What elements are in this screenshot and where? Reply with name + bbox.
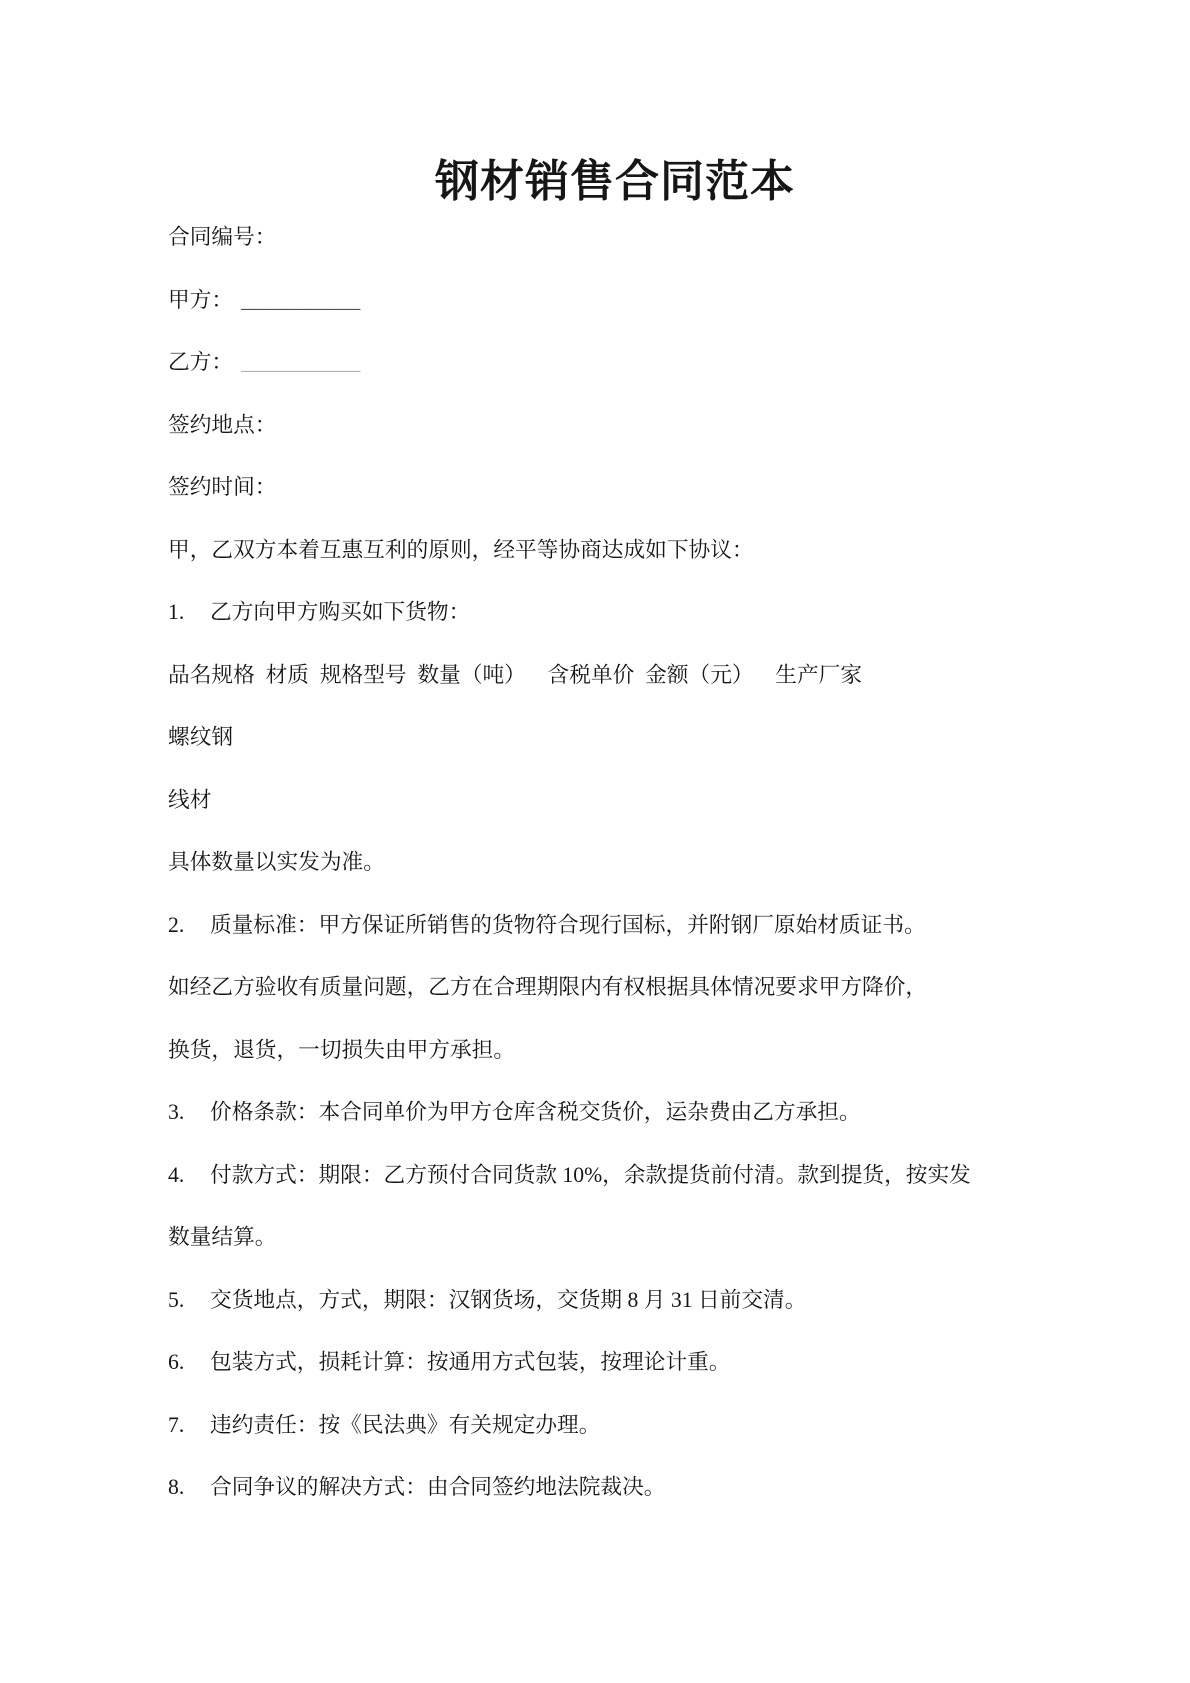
contract-text-line (168, 769, 1150, 832)
line-text: 数量结算。 (168, 1225, 277, 1249)
line-text: 价格条款：本合同单价为甲方仓库含税交货价，运杂费由乙方承担。 (210, 1100, 861, 1124)
contract-text-line (168, 1206, 1150, 1269)
line-text: 合同编号： (168, 225, 277, 249)
contract-clause-line (168, 1144, 1150, 1207)
clause-number: 7. (168, 1412, 185, 1437)
clause-number: 8. (168, 1475, 185, 1499)
line-text: 线材 (168, 787, 212, 812)
line-text: 螺纹钢 (168, 725, 234, 749)
line-text: 违约责任：按《民法典》有关规定办理。 (210, 1412, 601, 1437)
fill-in-blank-line: ___________ (241, 350, 361, 374)
line-text: 质量标准：甲方保证所销售的货物符合现行国标，并附钢厂原始材质证书。 (210, 912, 926, 937)
line-text: 乙方向甲方购买如下货物： (210, 600, 471, 624)
line-text: 乙方： (168, 350, 234, 374)
clause-number: 2. (168, 912, 185, 937)
line-text: 具体数量以实发为准。 (168, 850, 385, 874)
clause-number: 4. (168, 1162, 185, 1187)
contract-text-line (168, 394, 1150, 457)
contract-text-line (168, 519, 1150, 582)
document-title: 钢材销售合同范本 (435, 157, 795, 206)
contract-clause-line (168, 1456, 1150, 1519)
contract-text-line (168, 1019, 1150, 1082)
contract-text-line (168, 706, 1150, 769)
contract-text-line (168, 956, 1150, 1019)
line-text: 签约时间： (168, 475, 277, 499)
line-text: 甲，乙双方本着互惠互利的原则，经平等协商达成如下协议： (168, 537, 754, 562)
contract-text-line (168, 456, 1150, 519)
contract-clause-line (168, 581, 1150, 644)
line-text: 包装方式，损耗计算：按通用方式包装，按理论计重。 (210, 1350, 731, 1374)
contract-text-line (168, 644, 1150, 707)
contract-clause-line (168, 1269, 1150, 1332)
line-text: 如经乙方验收有质量问题，乙方在合理期限内有权根据具体情况要求甲方降价， (168, 975, 928, 999)
line-text: 换货，退货，一切损失由甲方承担。 (168, 1037, 516, 1062)
contract-clause-line (168, 1331, 1150, 1394)
line-text: 合同争议的解决方式：由合同签约地法院裁决。 (210, 1475, 666, 1499)
contract-clause-line (168, 1394, 1150, 1457)
fill-in-blank-line: ___________ (241, 287, 361, 312)
contract-text-line (168, 331, 1150, 394)
line-text: 交货地点，方式，期限：汉钢货场，交货期 8 月 31 日前交清。 (210, 1287, 807, 1312)
line-text: 签约地点： (168, 412, 277, 437)
clause-number: 3. (168, 1100, 185, 1124)
clause-number: 5. (168, 1287, 185, 1312)
line-text: 甲方： (168, 287, 234, 312)
clause-number: 6. (168, 1350, 185, 1374)
contract-body (168, 206, 1150, 1519)
line-text: 付款方式：期限：乙方预付合同货款 10%，余款提货前付清。款到提货，按实发 (210, 1162, 971, 1187)
contract-clause-line (168, 1081, 1150, 1144)
contract-text-line (168, 206, 1150, 269)
line-text: 品名规格 材质 规格型号 数量（吨） 含税单价 金额（元） 生产厂家 (168, 662, 863, 687)
contract-text-line (168, 831, 1150, 894)
clause-number: 1. (168, 600, 185, 624)
contract-clause-line (168, 894, 1150, 957)
contract-text-line (168, 269, 1150, 332)
